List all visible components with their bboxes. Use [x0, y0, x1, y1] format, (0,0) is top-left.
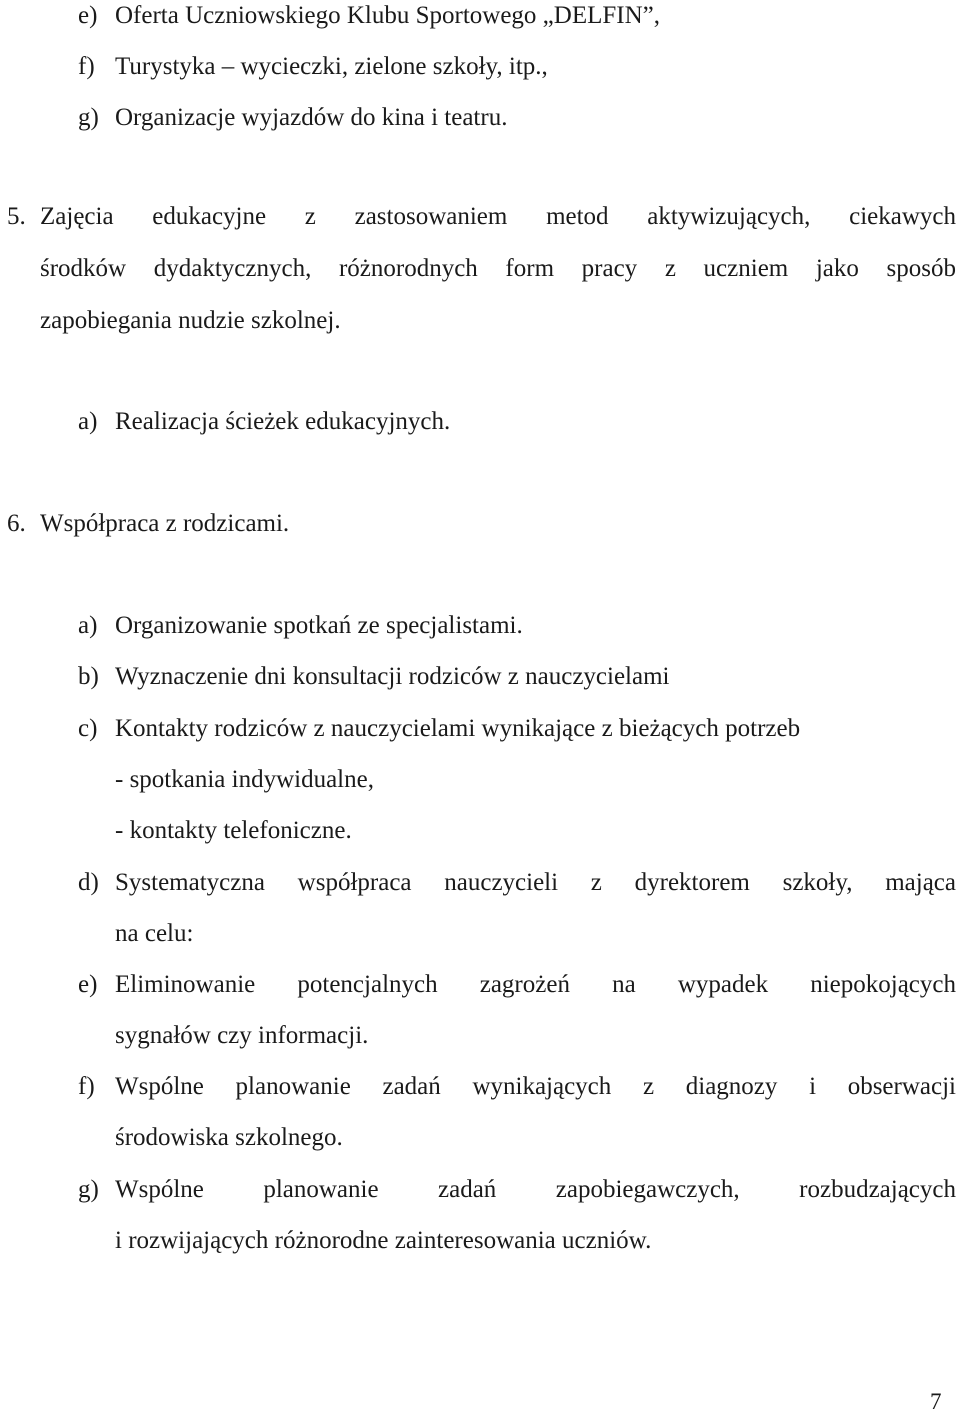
list-item-text: Wspólne planowanie zadań wynikających z diagnozy i obserwacji — [115, 1073, 956, 1100]
section-title: Współpraca z rodzicami. — [40, 510, 290, 537]
list-item-text: Systematyczna współpraca nauczycieli z dyrektorem szkoły, mająca — [115, 869, 956, 896]
list-item-text: Organizacje wyjazdów do kina i teatru. — [115, 104, 508, 131]
list-item-text: Organizowanie spotkań ze specjalistami. — [115, 612, 523, 639]
section-number: 6. — [7, 510, 26, 537]
list-item-label: e) — [78, 2, 98, 29]
list-item-label: d) — [78, 869, 99, 896]
list-item-label: f) — [78, 1073, 95, 1100]
list-item-subline: środowiska szkolnego. — [115, 1124, 343, 1151]
list-item-text: Kontakty rodziców z nauczycielami wynikające z bieżących potrzeb — [115, 715, 801, 742]
list-item-label: g) — [78, 104, 99, 131]
list-item-label: f) — [78, 53, 95, 80]
page-number: 7 — [930, 1389, 942, 1414]
list-item-subline: - spotkania indywidualne, — [115, 766, 374, 793]
list-item-label: g) — [78, 1176, 99, 1203]
list-item-label: a) — [78, 612, 98, 639]
section-paragraph-line: środków dydaktycznych, różnorodnych form pracy z uczniem jako sposób — [40, 255, 956, 282]
section-paragraph-line: zapobiegania nudzie szkolnej. — [40, 307, 341, 334]
list-item-subline: i rozwijających różnorodne zainteresowania uczniów. — [115, 1227, 652, 1254]
list-item-subline: - kontakty telefoniczne. — [115, 817, 352, 844]
list-item-subline: sygnałów czy informacji. — [115, 1022, 369, 1049]
list-item-label: b) — [78, 663, 99, 690]
list-item-text: Wspólne planowanie zadań zapobiegawczych, rozbudzających — [115, 1176, 956, 1203]
list-item-subline: na celu: — [115, 920, 194, 947]
section-number: 5. — [7, 203, 26, 230]
section-paragraph-line: Zajęcia edukacyjne z zastosowaniem metod aktywizujących, ciekawych — [40, 203, 956, 230]
list-item-label: c) — [78, 715, 98, 742]
list-item-text: Oferta Uczniowskiego Klubu Sportowego „DELFIN”, — [115, 2, 661, 29]
list-item-text: Eliminowanie potencjalnych zagrożeń na wypadek niepokojących — [115, 971, 956, 998]
list-item-text: Turystyka – wycieczki, zielone szkoły, itp., — [115, 53, 548, 80]
list-item-label: a) — [78, 408, 98, 435]
list-item-label: e) — [78, 971, 98, 998]
list-item-text: Wyznaczenie dni konsultacji rodziców z nauczycielami — [115, 663, 670, 690]
list-item-text: Realizacja ścieżek edukacyjnych. — [115, 408, 451, 435]
